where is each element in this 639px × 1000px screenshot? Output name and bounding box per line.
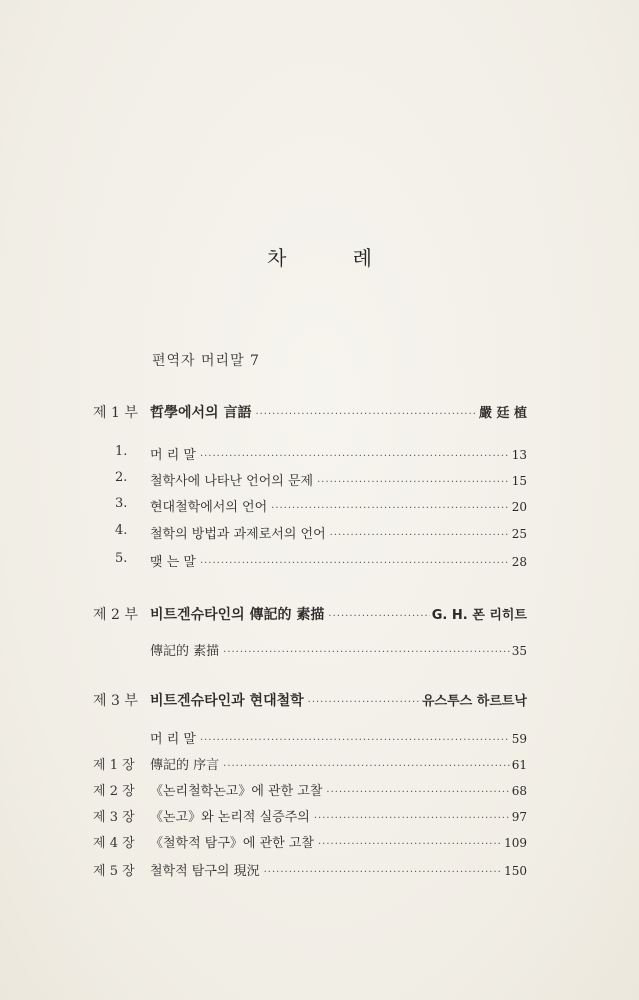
part1-number: 제 1 부 [93,405,138,421]
item-page: 13 [511,448,527,462]
chapter-title: 《논고》와 논리적 실증주의 [150,810,310,825]
chapter-page: 61 [511,758,527,772]
leader-dots [318,839,502,850]
item-number: 3. [115,496,128,511]
item-page: 25 [511,527,527,541]
chapter-page: 109 [504,836,527,850]
leader-dots [255,409,476,420]
item-title: 傳記的 素描 [150,644,220,659]
item-page: 35 [511,644,527,658]
part1-author: 嚴 廷 植 [478,406,527,421]
leader-dots [223,647,510,658]
chapter-number: 제 3 장 [93,810,135,825]
toc-entry [0,444,639,466]
leader-dots [264,867,502,878]
part1-title: 哲學에서의 言語 [150,405,252,421]
item-number: 4. [115,523,128,538]
leader-dots [330,530,510,541]
toc-entry [0,728,639,750]
chapter-page: 97 [511,810,527,824]
item-title: 머 리 말 [150,448,196,463]
item-number: 2. [115,470,128,485]
leader-dots [308,697,420,708]
toc-entry [0,640,639,662]
item-number: 1. [115,444,128,459]
leader-dots [326,787,509,798]
chapter-title: 《철학적 탐구》에 관한 고찰 [150,836,314,851]
chapter-entry [0,806,639,828]
chapter-entry [0,832,639,854]
item-number: 5. [115,551,128,566]
item-title: 철학의 방법과 과제로서의 언어 [150,527,326,542]
chapter-entry [0,780,639,802]
part3-title: 비트겐슈타인과 현대철학 [150,693,304,709]
part3-heading [0,690,639,712]
item-title: 머 리 말 [150,732,196,747]
item-page: 15 [511,474,527,488]
leader-dots [328,611,429,622]
leader-dots [271,503,510,514]
chapter-page: 68 [511,784,527,798]
item-title: 철학사에 나타난 언어의 문제 [150,474,314,489]
chapter-number: 제 1 장 [93,758,135,773]
chapter-title: 《논리철학논고》에 관한 고찰 [150,784,323,799]
leader-dots [223,761,510,772]
part1-heading [0,402,639,424]
part2-author: G. H. 폰 리히트 [431,608,527,623]
toc-entry [0,523,639,545]
leader-dots [200,451,510,462]
leader-dots [200,735,510,746]
item-title: 현대철학에서의 언어 [150,500,268,515]
chapter-title: 철학적 탐구의 現況 [150,864,260,879]
item-page: 28 [511,555,527,569]
part3-author: 유스투스 하르트낙 [422,694,527,709]
leader-dots [314,813,510,824]
chapter-number: 제 2 장 [93,784,135,799]
toc-entry [0,470,639,492]
chapter-number: 제 5 장 [93,864,135,879]
part2-title: 비트겐슈타인의 傳記的 素描 [150,607,325,623]
preface-entry: 편역자 머리말 7 [152,353,260,369]
leader-dots [200,558,510,569]
part3-number: 제 3 부 [93,693,138,709]
toc-entry [0,496,639,518]
chapter-entry [0,754,639,776]
page-title: 차 례 [267,246,402,270]
chapter-entry [0,860,639,882]
item-page: 20 [511,500,527,514]
chapter-number: 제 4 장 [93,836,135,851]
item-title: 맺 는 말 [150,555,196,570]
toc-entry [0,551,639,573]
part2-number: 제 2 부 [93,607,138,623]
item-page: 59 [511,732,527,746]
leader-dots [317,477,510,488]
chapter-title: 傳記的 序言 [150,758,220,773]
chapter-page: 150 [504,864,527,878]
part2-heading [0,604,639,626]
